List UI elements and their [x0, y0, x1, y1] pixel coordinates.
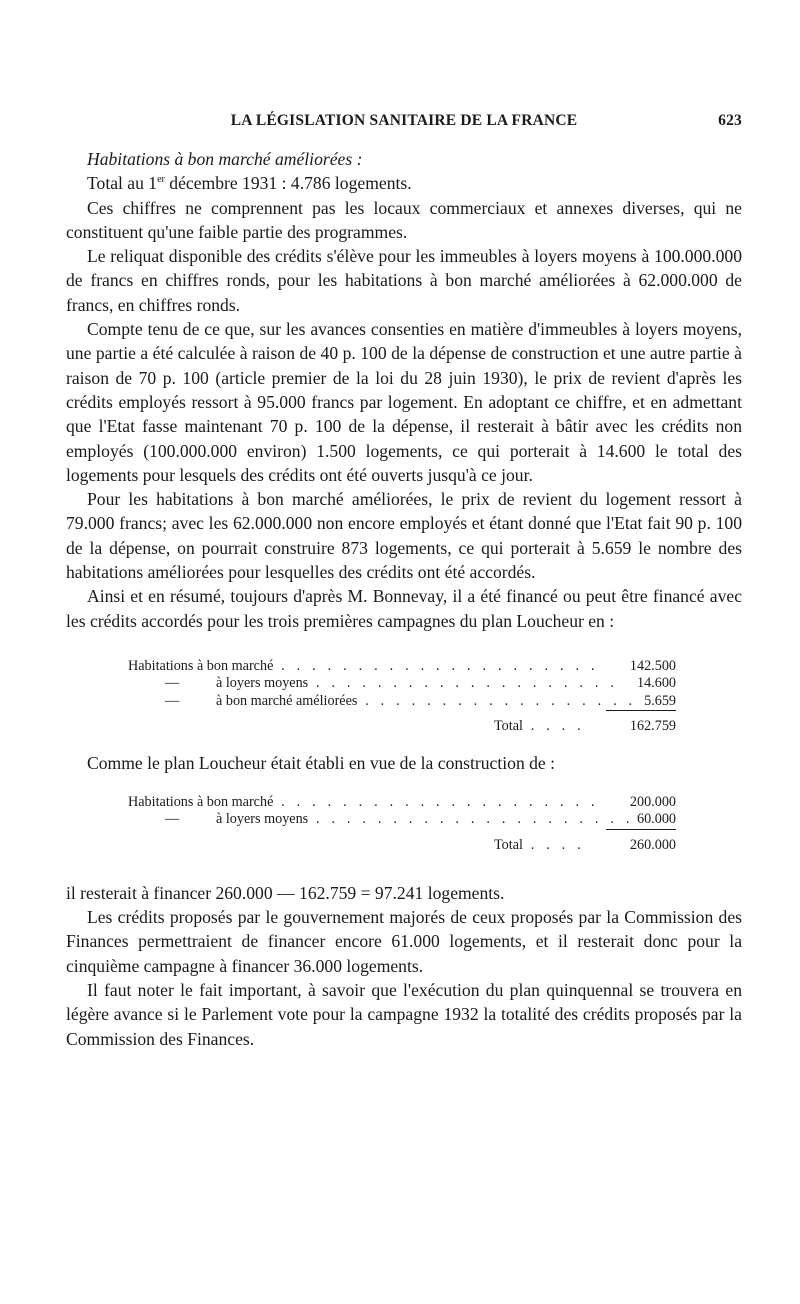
- ditto-dash: —: [165, 692, 180, 709]
- total-value: 162.759: [629, 718, 676, 735]
- paragraph-total-a: Total au 1: [87, 173, 158, 194]
- row-leader: à bon marché améliorées . . . . . . . . . . . . . . . . . .: [216, 692, 637, 709]
- row-value: 142.500: [629, 657, 676, 674]
- row-leader: Habitations à bon marché . . . . . . . . . . . . . . . . . . . . .: [128, 657, 599, 674]
- total-row: [128, 833, 676, 857]
- paragraph: Comme le plan Loucheur était établi en vue de la construction de :: [87, 753, 556, 774]
- table-row: [128, 675, 676, 693]
- row-leader: à loyers moyens . . . . . . . . . . . . . . . . . . . .: [216, 675, 619, 692]
- paragraph: Le reliquat disponible des crédits s'élève pour les immeubles à loyers moyens à 100.000.000 de francs en chiffres ronds, pour les habitations à bon marché améliorées à 62.000.000 de francs, en chiffres ronds.: [66, 246, 742, 315]
- sum-rule: [606, 829, 676, 830]
- paragraph: Ces chiffres ne comprennent pas les locaux commerciaux et annexes diverses, qui ne constituent qu'une faible partie des programmes.: [66, 197, 742, 242]
- row-value: 5.659: [644, 692, 676, 709]
- total-leader: Total . . . .: [494, 833, 585, 857]
- running-title: LA LÉGISLATION SANITAIRE DE LA FRANCE: [230, 112, 578, 129]
- running-header: [66, 112, 742, 140]
- total-label: Total: [494, 718, 523, 735]
- row-label: à loyers moyens: [216, 675, 309, 692]
- table-financed: [128, 658, 676, 739]
- page: [66, 112, 742, 1051]
- row-value: 60.000: [636, 811, 676, 828]
- paragraph-total: [66, 171, 742, 195]
- row-value: 14.600: [636, 675, 676, 692]
- total-leader: Total . . . .: [494, 714, 585, 738]
- paragraph: Il faut noter le fait important, à savoir que l'exécution du plan quinquennal se trouvera en légère avance si le Parlement vote pour la campagne 1932 la totalité des crédits proposés par la Commission des Finances.: [66, 979, 742, 1049]
- row-leader: Habitations à bon marché . . . . . . . . . . . . . . . . . . . . .: [128, 793, 599, 810]
- ditto-dash: —: [165, 811, 180, 828]
- paragraph: Pour les habitations à bon marché améliorées, le prix de revient du logement ressort à 79.000 francs; avec les 62.000.000 non encore employés et étant donné que l'Etat fait 90 p. 100 de la dépense, on pourrait construire 873 logements, ce qui porterait à 5.659 le nombre des habitations améliorées pour lesquelles des crédits ont été accordés.: [66, 489, 742, 583]
- table-row: [128, 693, 676, 711]
- row-leader: à loyers moyens . . . . . . . . . . . . . . . . . . . . .: [216, 811, 634, 828]
- row-label: à bon marché améliorées: [216, 692, 358, 709]
- ditto-dash: —: [165, 675, 180, 692]
- row-label: Habitations à bon marché: [128, 657, 274, 674]
- table-row: [128, 658, 676, 676]
- row-value: 200.000: [629, 793, 676, 810]
- paragraph-total-b: décembre 1931 : 4.786 logements.: [164, 173, 412, 194]
- row-label: à loyers moyens: [216, 811, 309, 828]
- page-number: 623: [718, 112, 742, 129]
- row-label: Habitations à bon marché: [128, 793, 274, 810]
- paragraph: Compte tenu de ce que, sur les avances consenties en matière d'immeubles à loyers moyens, une partie a été calculée à raison de 40 p. 100 de la dépense de construction et une autre partie à raison de 70 p. 100 (article premier de la loi du 28 juin 1930), le prix de revient d'après les crédits employés ressort à 95.000 francs par logement. En adoptant ce chiffre, et en admettant que l'Etat fasse maintenant 70 p. 100 de la dépense, il resterait à bâtir avec les crédits non employés (100.000.000 environ) 1.500 logements, ce qui porterait à 14.600 le total des logements pour lesquels des crédits ont été ouverts jusqu'à ce jour.: [66, 319, 742, 485]
- paragraph: il resterait à financer 260.000 — 162.759 = 97.241 logements.: [66, 882, 505, 903]
- table-row: [128, 794, 676, 812]
- total-label: Total: [494, 836, 523, 853]
- section-heading: Habitations à bon marché améliorées :: [87, 149, 363, 169]
- table-row: [128, 811, 676, 829]
- paragraph: Ainsi et en résumé, toujours d'après M. Bonnevay, il a été financé ou peut être financé avec les crédits accordés pour les trois premières campagnes du plan Loucheur en :: [66, 586, 742, 631]
- table-planned: [128, 794, 676, 857]
- sum-rule: [606, 710, 676, 711]
- ordinal-suffix: er: [157, 174, 165, 186]
- total-row: [128, 714, 676, 738]
- paragraph: Les crédits proposés par le gouvernement majorés de ceux proposés par la Commission des Finances permettraient de financer encore 61.000 logements, et il resterait donc pour la cinquième campagne à financer 36.000 logements.: [66, 907, 742, 976]
- total-value: 260.000: [629, 836, 676, 853]
